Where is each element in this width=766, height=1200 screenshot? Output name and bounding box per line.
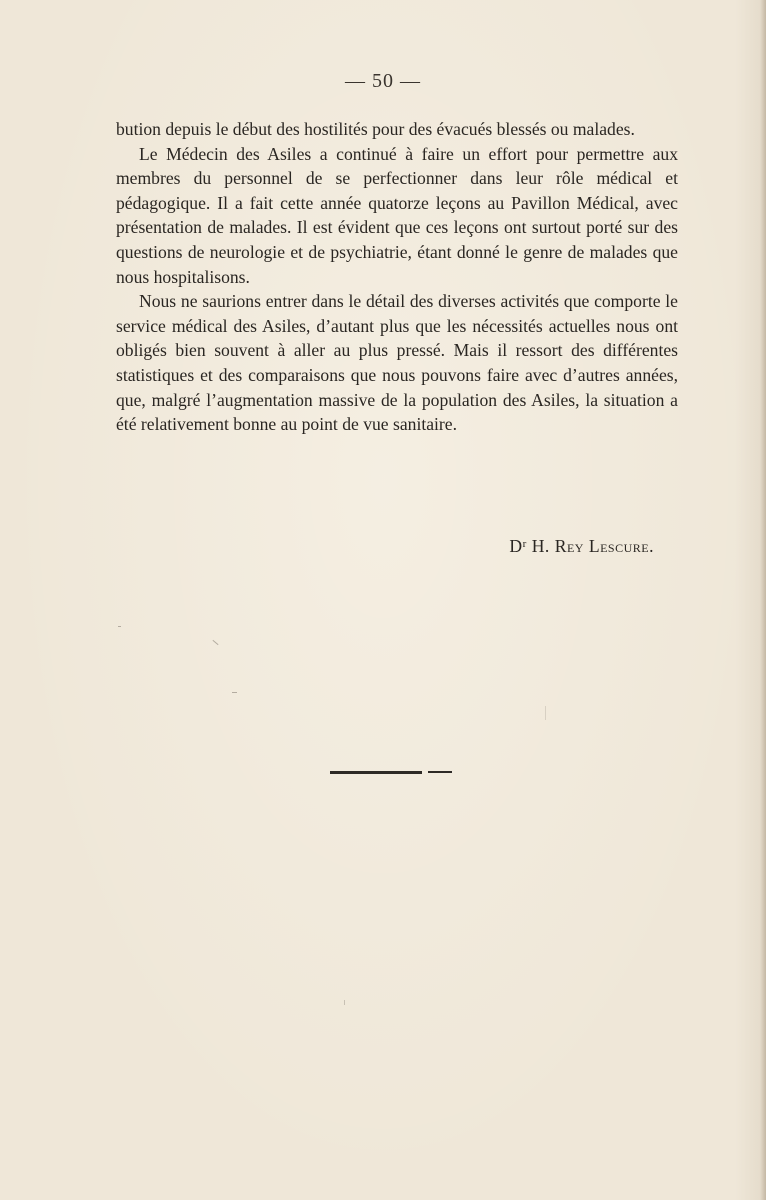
paragraph: Nous ne saurions entrer dans le détail des diverses activités que comporte le service médical des Asiles, d’autant plus que les nécessités actuelles nous ont obligés bien souvent à aller au plus pressé. Mais il ressort des différentes statistiques et des comparaisons que nous pouvons faire avec d’autres années, que, malgré l’augmentation massive de la population des Asiles, la situation a été relativement bonne au point de vue sanitaire. [116,291,678,435]
signature [509,536,654,557]
paragraph: bution depuis le début des hostilités pour des évacués blessés ou malades. [116,119,635,139]
signature-prefix: D [509,536,523,556]
paper-speck [212,640,218,645]
paper-speck [232,692,237,693]
end-rule-long-segment [330,771,422,774]
paper-speck [118,626,121,627]
paper-speck [545,706,546,720]
signature-superscript: r [522,538,527,550]
end-rule-short-segment [428,771,452,773]
page-number: — 50 — [345,70,421,92]
body-text [116,117,678,437]
paragraph: Le Médecin des Asiles a continué à faire un effort pour permettre aux membres du personnel de se perfectionner dans leur rôle médical et pédagogique. Il a fait cette année quatorze leçons au Pavillon Médical, avec présentation de malades. Il est évident que ces leçons ont surtout porté sur des questions de neurologie et de psychiatrie, étant donné le genre de malades que nous hospitalisons. [116,143,678,287]
signature-name: H. Rey Lescure. [531,536,654,556]
page-edge-shadow [760,0,766,1200]
paper-speck [344,1000,345,1005]
